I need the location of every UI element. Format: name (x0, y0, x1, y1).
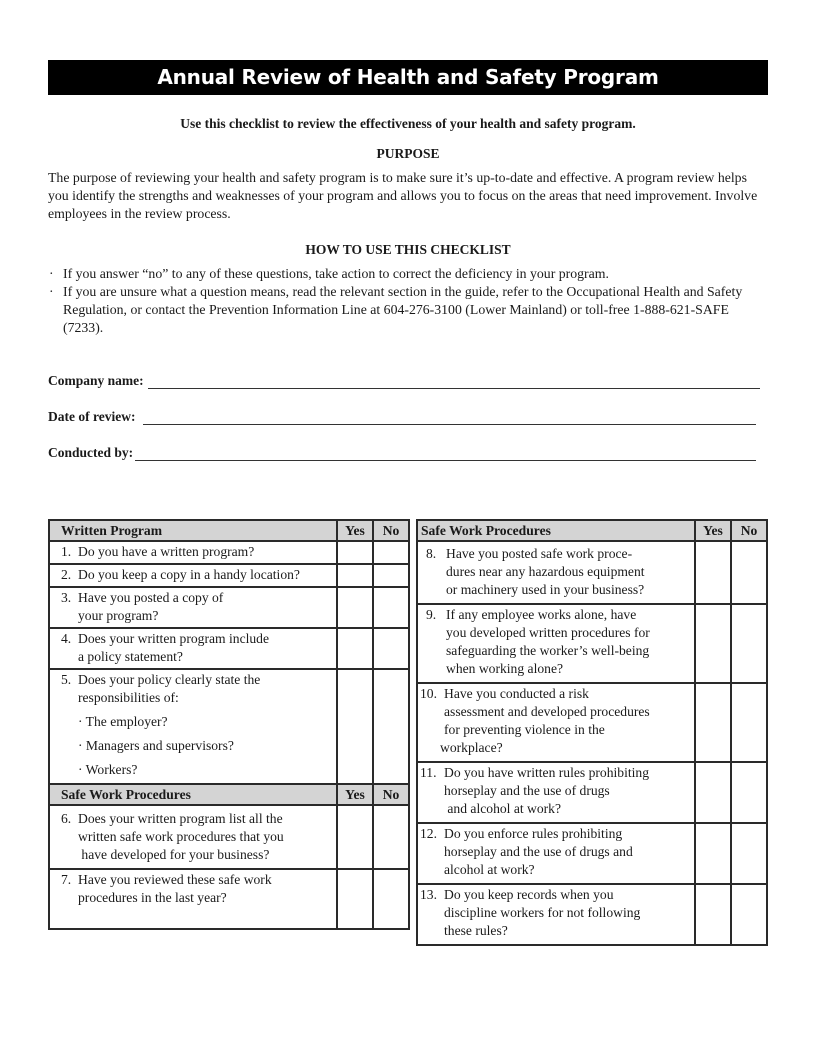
yes-checkbox[interactable] (695, 604, 731, 683)
table-row (49, 587, 409, 628)
table-row (417, 884, 767, 945)
how-to-item: · If you are unsure what a question means, read the relevant section in the guide, refer to the Occupational Health and Safety Regulation, or contact the Prevention Information Line at 604-276-3100 (Lower Mainland) or toll-free 1-888-621-SAFE (7233). (49, 284, 743, 335)
date-of-review-field (48, 409, 756, 425)
no-checkbox[interactable] (731, 604, 767, 683)
section-heading: Written Program (49, 520, 337, 541)
no-checkbox[interactable] (373, 669, 409, 784)
yes-checkbox[interactable] (337, 587, 373, 628)
question-text: 4. Does your written program include a policy statement? (49, 628, 337, 669)
no-checkbox[interactable] (373, 564, 409, 587)
yes-checkbox[interactable] (337, 628, 373, 669)
bullet-icon: · (49, 284, 54, 299)
table-row (417, 541, 767, 604)
question-text: 13. Do you keep records when you discipline workers for not following these rules? (417, 884, 695, 945)
yes-checkbox[interactable] (695, 762, 731, 823)
yes-column-header: Yes (337, 520, 373, 541)
no-checkbox[interactable] (373, 628, 409, 669)
no-checkbox[interactable] (731, 762, 767, 823)
purpose-heading: PURPOSE (376, 146, 440, 161)
company-name-input[interactable] (148, 376, 760, 389)
table-row (49, 564, 409, 587)
table-row (49, 869, 409, 929)
how-to-list (48, 265, 770, 337)
question-text: 12. Do you enforce rules prohibiting horseplay and the use of drugs and alcohol at work? (417, 823, 695, 884)
yes-column-header: Yes (695, 520, 731, 541)
question-text: 2. Do you keep a copy in a handy location? (49, 564, 337, 587)
no-column-header: No (731, 520, 767, 541)
yes-checkbox[interactable] (695, 884, 731, 945)
yes-checkbox[interactable] (695, 683, 731, 762)
company-name-label: Company name: (48, 373, 144, 388)
question-text: 3. Have you posted a copy of your program? (49, 587, 337, 628)
purpose-text: The purpose of reviewing your health and safety program is to make sure it’s up-to-date and effective. A program review helps you identify the strengths and weaknesses of your program and allows you to focus on the areas that need improvement. Involve employees in the review process. (48, 170, 758, 221)
table-row (49, 628, 409, 669)
no-checkbox[interactable] (731, 884, 767, 945)
conducted-by-input[interactable] (135, 448, 756, 461)
table-row (417, 604, 767, 683)
written-program-checklist (48, 519, 410, 930)
yes-checkbox[interactable] (337, 669, 373, 784)
conducted-by-field (48, 445, 756, 461)
company-name-field (48, 373, 760, 389)
no-checkbox[interactable] (731, 823, 767, 884)
table-header-row (49, 520, 409, 541)
section-heading: Safe Work Procedures (417, 520, 695, 541)
no-checkbox[interactable] (373, 587, 409, 628)
how-to-item: · If you answer “no” to any of these questions, take action to correct the deficiency in your program. (49, 266, 609, 281)
question-text: 5. Does your policy clearly state the responsibilities of: · The employer? · Managers and supervisors? · Workers? (49, 669, 337, 784)
section-heading: Safe Work Procedures (49, 784, 337, 805)
date-of-review-label: Date of review: (48, 409, 136, 424)
table-row (49, 669, 409, 784)
question-text: 7. Have you reviewed these safe work procedures in the last year? (49, 869, 337, 929)
table-row (417, 683, 767, 762)
page-title: Annual Review of Health and Safety Program (48, 60, 768, 95)
no-checkbox[interactable] (373, 541, 409, 564)
yes-checkbox[interactable] (337, 564, 373, 587)
question-text: 8. Have you posted safe work proce- dures near any hazardous equipment or machinery used in your business? (417, 541, 695, 604)
intro-text: Use this checklist to review the effectiveness of your health and safety program. (180, 116, 636, 131)
yes-checkbox[interactable] (695, 541, 731, 604)
safe-work-procedures-checklist (416, 519, 768, 946)
table-row (417, 762, 767, 823)
sub-item: · The employer? (78, 714, 168, 729)
how-to-heading: HOW TO USE THIS CHECKLIST (305, 242, 511, 257)
no-checkbox[interactable] (731, 541, 767, 604)
question-text: 9. If any employee works alone, have you developed written procedures for safeguarding the worker’s well-being when working alone? (417, 604, 695, 683)
table-row (417, 823, 767, 884)
table-header-row (417, 520, 767, 541)
sub-item: · Managers and supervisors? (78, 738, 234, 753)
no-checkbox[interactable] (373, 805, 409, 869)
sub-item: · Workers? (78, 762, 138, 777)
yes-checkbox[interactable] (695, 823, 731, 884)
conducted-by-label: Conducted by: (48, 445, 134, 460)
yes-column-header: Yes (337, 784, 373, 805)
yes-checkbox[interactable] (337, 541, 373, 564)
table-row (49, 805, 409, 869)
question-text: 6. Does your written program list all the written safe work procedures that you have developed for your business? (49, 805, 337, 869)
no-column-header: No (373, 784, 409, 805)
no-column-header: No (373, 520, 409, 541)
question-text: 10. Have you conducted a risk assessment and developed procedures for preventing violence in the workplace? (417, 683, 695, 762)
no-checkbox[interactable] (731, 683, 767, 762)
question-text: 11. Do you have written rules prohibiting horseplay and the use of drugs and alcohol at work? (417, 762, 695, 823)
table-row (49, 541, 409, 564)
table-header-row (49, 784, 409, 805)
no-checkbox[interactable] (373, 869, 409, 929)
yes-checkbox[interactable] (337, 869, 373, 929)
yes-checkbox[interactable] (337, 805, 373, 869)
question-text: 1. Do you have a written program? (49, 541, 337, 564)
bullet-icon: · (49, 266, 54, 281)
date-of-review-input[interactable] (143, 412, 756, 425)
